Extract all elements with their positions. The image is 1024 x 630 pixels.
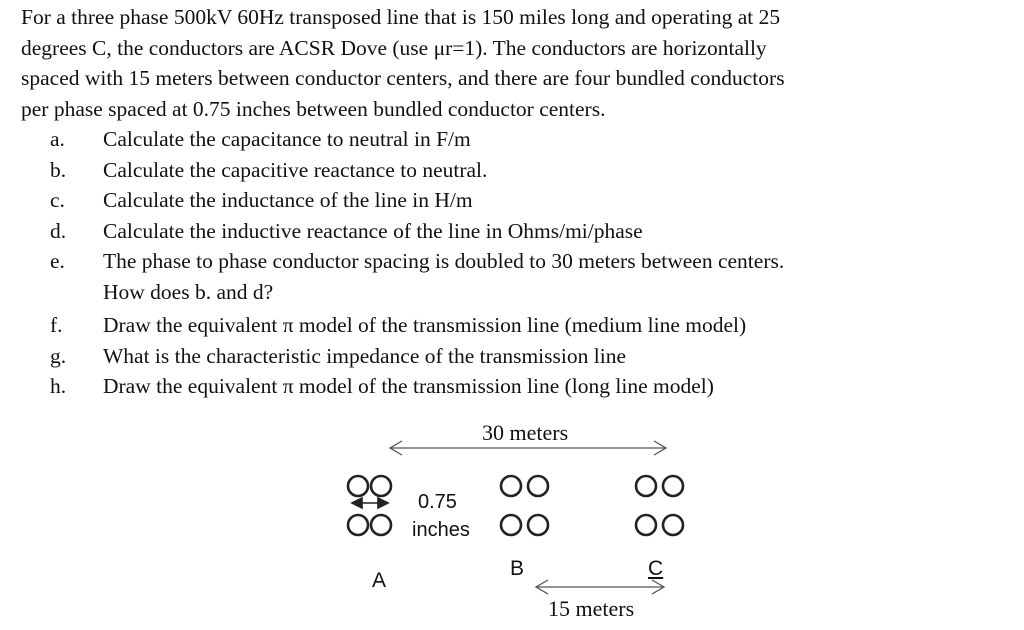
phase-c-label: C [648, 557, 664, 580]
conductor-spacing-diagram [0, 412, 1024, 630]
problem-intro-line: per phase spaced at 0.75 inches between bundled conductor centers. [21, 96, 606, 121]
question-letter: g. [50, 343, 67, 368]
question-text: What is the characteristic impedance of the transmission line [103, 343, 626, 368]
bundle-spacing-value: 0.75 [418, 491, 457, 513]
question-letter: a. [50, 127, 65, 151]
question-text: Calculate the inductance of the line in H/m [103, 188, 473, 212]
bundle-spacing-arrow [352, 498, 388, 508]
problem-intro-line: For a three phase 500kV 60Hz transposed line that is 150 miles long and operating at 25 [21, 5, 781, 29]
question-text: The phase to phase conductor spacing is doubled to 30 meters between centers. [103, 249, 785, 273]
problem-intro-line: spaced with 15 meters between conductor centers, and there are four bundled conductors [21, 66, 785, 90]
dimension-15m-arrow [536, 580, 664, 594]
bundle-spacing-unit: inches [412, 519, 470, 541]
phase-b-bundle [501, 476, 548, 535]
phase-a-label: A [372, 569, 387, 592]
question-letter: e. [50, 249, 65, 273]
phase-b-label: B [510, 557, 525, 580]
phase-c-bundle [636, 476, 683, 535]
question-text: Calculate the capacitive reactance to neutral. [103, 157, 488, 182]
problem-statement [21, 2, 1011, 124]
question-letter: d. [50, 218, 67, 243]
question-text: Draw the equivalent π model of the transmission line (long line model) [103, 374, 714, 398]
question-text: Draw the equivalent π model of the transmission line (medium line model) [103, 313, 747, 337]
question-letter: c. [50, 188, 65, 212]
question-text: Calculate the capacitance to neutral in F/m [103, 127, 471, 151]
question-letter: h. [50, 374, 67, 398]
question-letter: f. [50, 313, 63, 337]
phase-spacing-label: 15 meters [548, 596, 635, 621]
question-letter: b. [50, 157, 67, 182]
problem-intro-line: degrees C, the conductors are ACSR Dove (use μr=1). The conductors are horizontally [21, 35, 767, 60]
question-text-continued: How does b. and d? [103, 279, 274, 304]
question-text: Calculate the inductive reactance of the line in Ohms/mi/phase [103, 218, 643, 243]
outer-spacing-label: 30 meters [482, 420, 569, 445]
